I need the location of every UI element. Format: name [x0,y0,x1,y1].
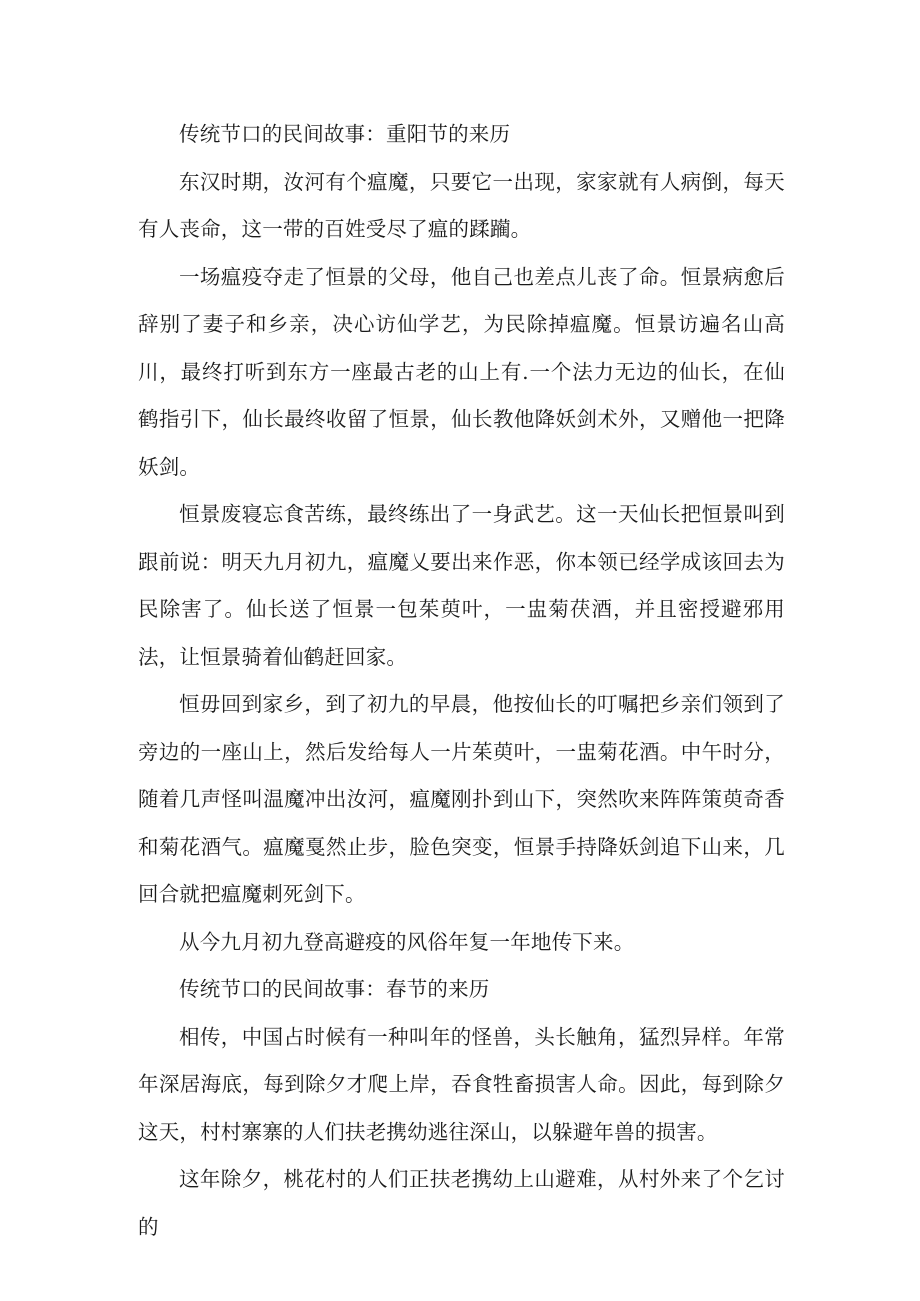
paragraph: 一场瘟疫夺走了恒景的父母，他自己也差点儿丧了命。恒景病愈后辞别了妻子和乡亲，决心访仙学艺，为民除掉瘟魔。恒景访遍名山高川，最终打听到东方一座最古老的山上有.一个法力无边的仙长，在仙鹤指引下，仙长最终收留了恒景，仙长教他降妖剑术外，又赠他一把降妖剑。 [138,264,785,479]
document-body [138,111,785,1251]
heading-chunjie: 传统节口的民间故事：春节的来历 [179,977,490,1001]
paragraph: 从今九月初九登高避疫的风俗年复一年地传下来。 [179,929,635,954]
paragraph: 相传，中国占时候有一种叫年的怪兽，头长触角，猛烈异样。年常年深居海底，每到除夕才爬上岸，吞食牲畜损害人命。因此，每到除夕这天，村村寨寨的人们扶老携幼逃往深山，以躲避年兽的损害。 [138,1024,785,1144]
heading-chongyang: 传统节口的民间故事：重阳节的来历 [179,122,511,146]
paragraph: 恒毋回到家乡，到了初九的早晨，他按仙长的叮嘱把乡亲们领到了旁边的一座山上，然后发给每人一片茱萸叶，一盅菊花酒。中午时分，随着几声怪叫温魔冲出汝河，瘟魔刚扑到山下，突然吹来阵阵策萸奇香和菊花酒气。瘟魔戛然止步，脸色突变，恒景手持降妖剑追下山来，几回合就把瘟魔刺死剑下。 [138,692,785,906]
paragraph: 恒景废寝忘食苦练，最终练出了一身武艺。这一天仙长把恒景叫到跟前说：明天九月初九，瘟魔乂要出来作恶，你本领已经学成该回去为民除害了。仙长送了恒景一包茱萸叶，一盅菊茯酒，并且密授避邪用法，让恒景骑着仙鹤赶回家。 [138,502,785,669]
paragraph: 东汉时期，汝河有个瘟魔，只要它一出现，家家就有人病倒，每天有人丧命，这一带的百姓受尽了瘟的蹂躏。 [138,169,785,241]
paragraph: 这年除夕，桃花村的人们正扶老携幼上山避难，从村外来了个乞讨的 [138,1167,785,1239]
